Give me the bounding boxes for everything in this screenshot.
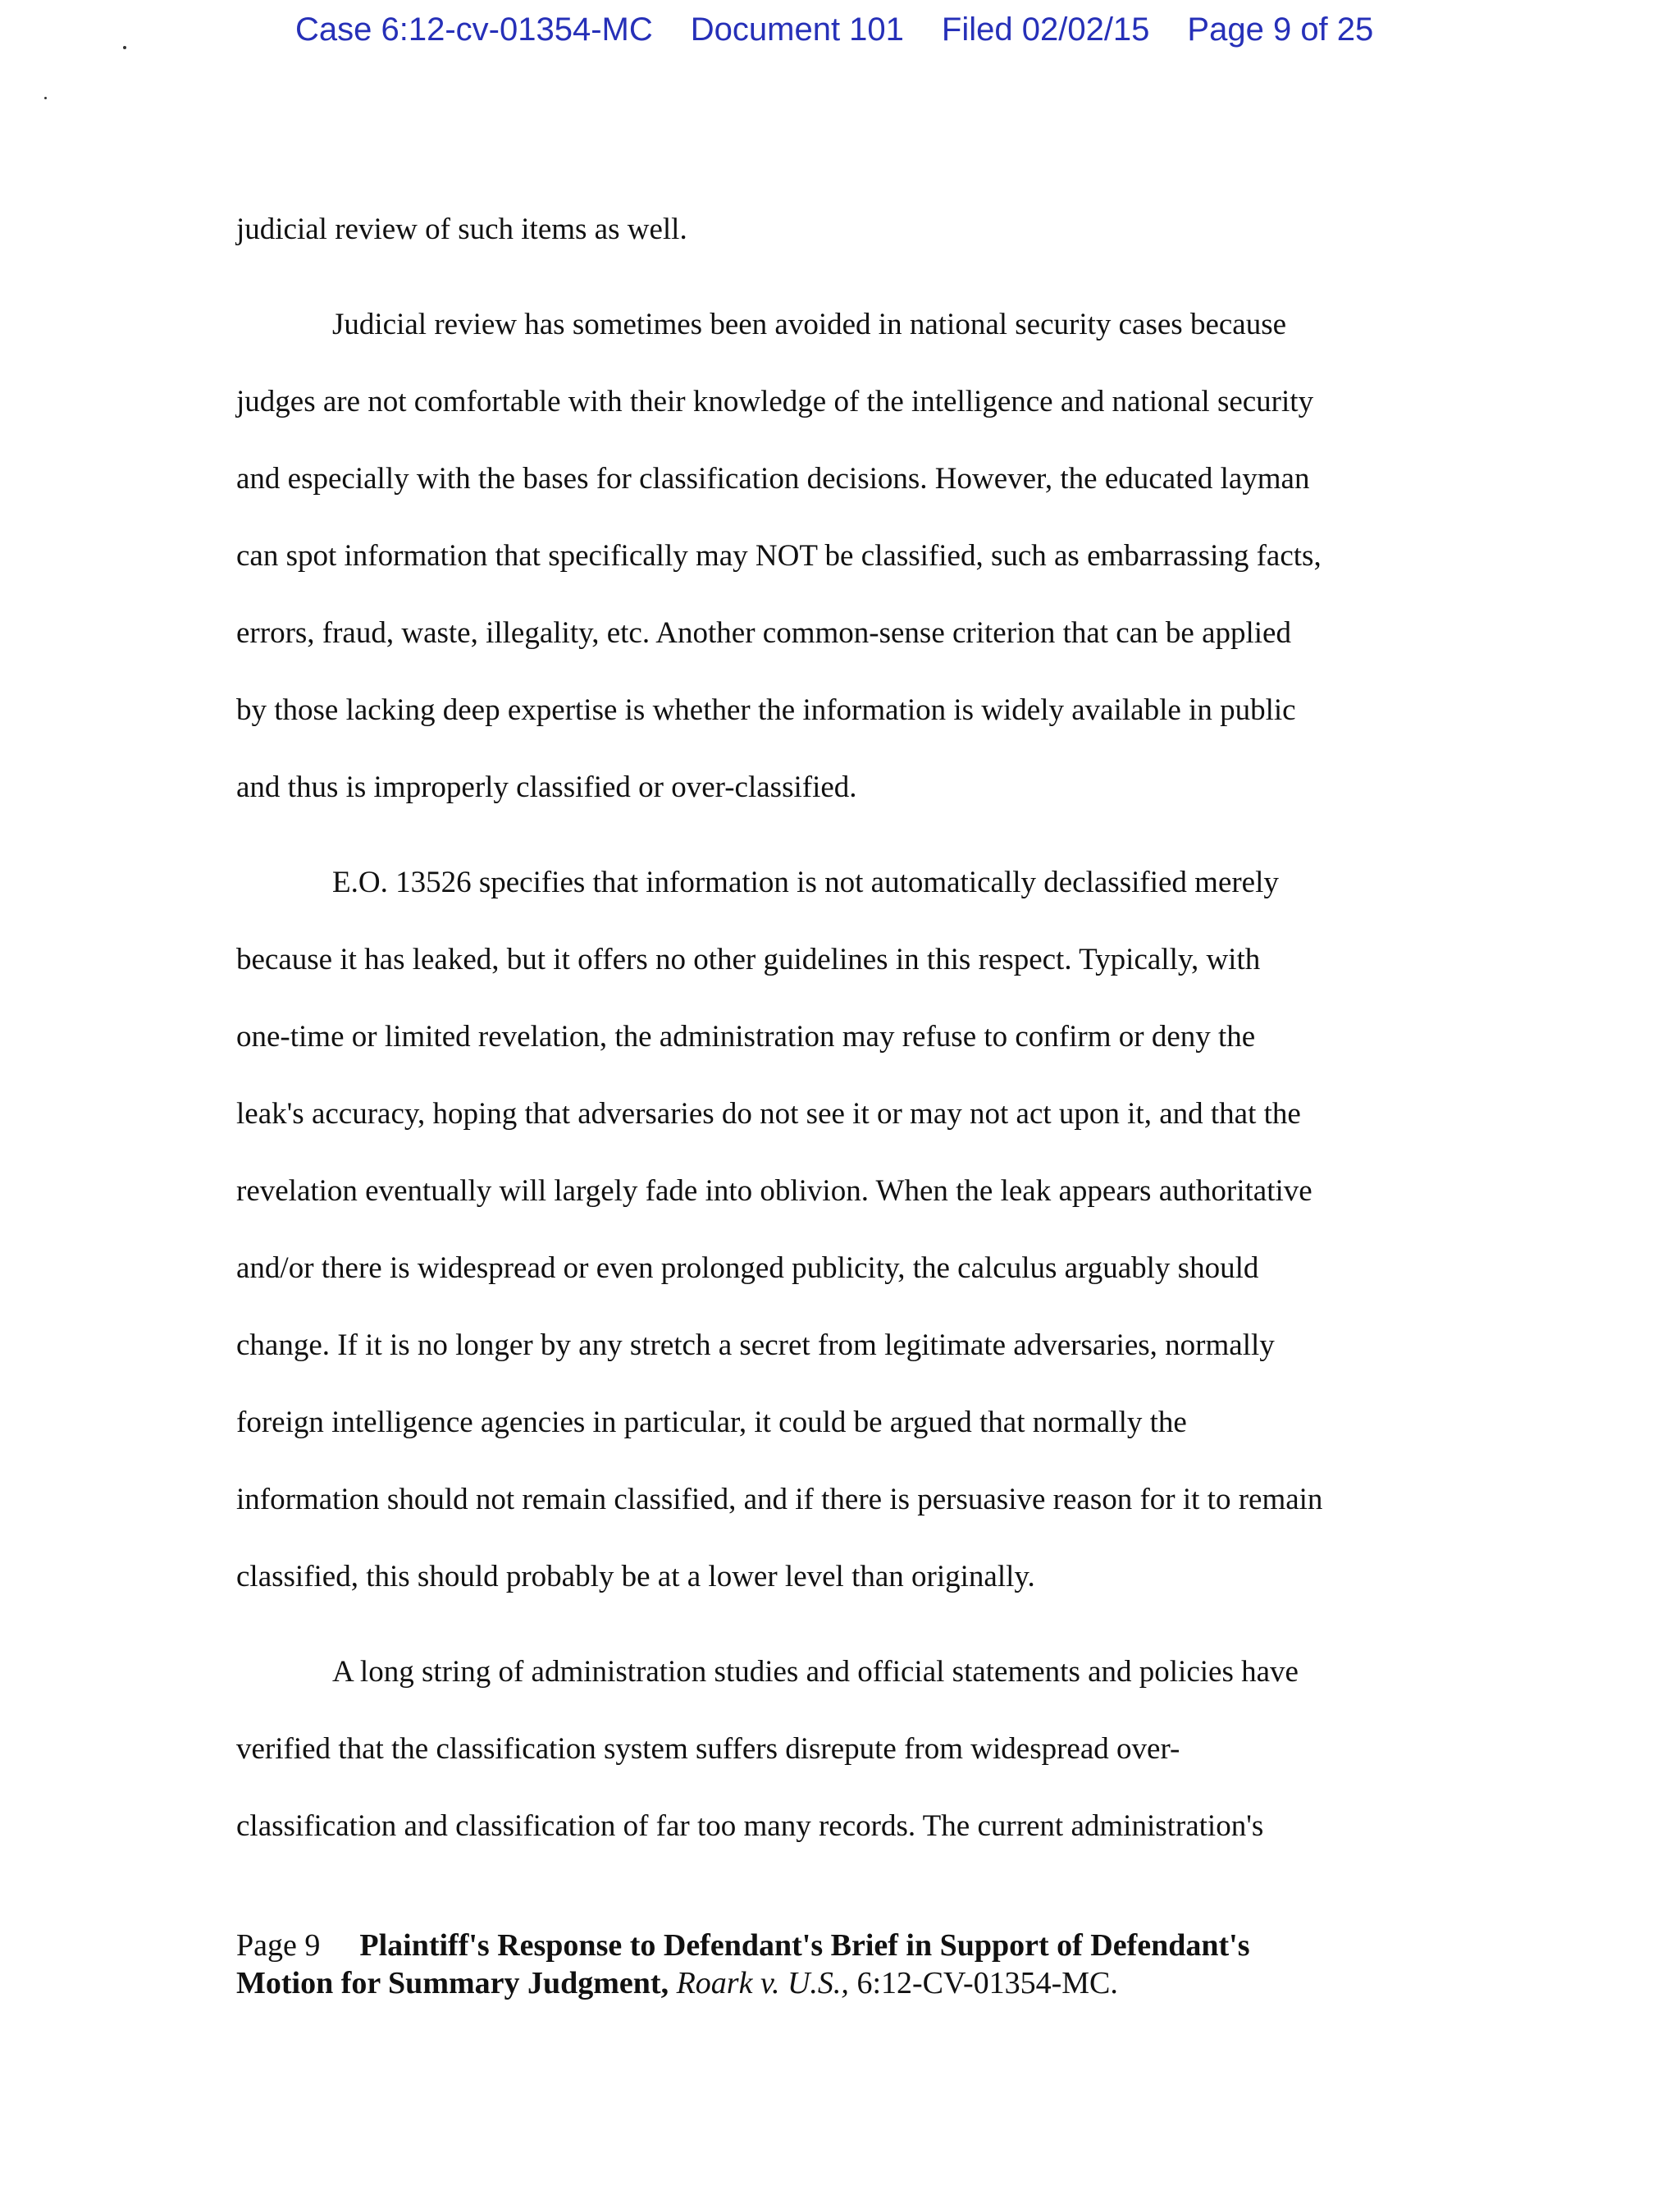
footer-page-label: Page 9 [236, 1928, 321, 1963]
text-line: errors, fraud, waste, illegality, etc. Another common-sense criterion that can be applied [236, 616, 1291, 650]
text-line: can spot information that specifically may NOT be classified, such as embarrassing facts, [236, 539, 1322, 573]
footer-title: Plaintiff's Response to Defendant's Brief in Support of Defendant's [359, 1928, 1250, 1963]
scan-speck [123, 46, 126, 49]
footer-case-number: 6:12-CV-01354-MC. [856, 1966, 1118, 2000]
case-header [295, 11, 1444, 48]
paragraph-start-line [236, 844, 1450, 921]
text-line: Judicial review has sometimes been avoided in national security cases because [332, 308, 1287, 341]
filed-date: Filed 02/02/15 [941, 11, 1150, 48]
text-line: and especially with the bases for classification decisions. However, the educated layman [236, 462, 1310, 496]
footer-title-cont: Motion for Summary Judgment, [236, 1966, 669, 2000]
footer-case-name: Roark v. U.S., [676, 1966, 849, 2000]
text-line: A long string of administration studies and official statements and policies have [332, 1655, 1299, 1689]
text-line: classified, this should probably be at a lower level than originally. [236, 1560, 1035, 1593]
case-number: Case 6:12-cv-01354-MC [295, 11, 653, 48]
text-line: and/or there is widespread or even prolonged publicity, the calculus arguably should [236, 1251, 1259, 1285]
text-line: information should not remain classified, and if there is persuasive reason for it to remain [236, 1483, 1323, 1516]
text-line: revelation eventually will largely fade into oblivion. When the leak appears authoritative [236, 1174, 1312, 1208]
footer-line-1 [236, 1927, 1467, 1964]
page-count: Page 9 of 25 [1187, 11, 1374, 48]
paragraph-start-line [236, 1634, 1450, 1711]
text-line: judicial review of such items as well. [236, 213, 687, 246]
text-line: one-time or limited revelation, the administration may refuse to confirm or deny the [236, 1020, 1256, 1054]
text-line: verified that the classification system suffers disrepute from widespread over- [236, 1732, 1180, 1766]
text-line: because it has leaked, but it offers no other guidelines in this respect. Typically, with [236, 943, 1261, 976]
page-footer [236, 1927, 1467, 2002]
paragraph-start-line [236, 286, 1450, 363]
text-line: judges are not comfortable with their knowledge of the intelligence and national security [236, 385, 1314, 418]
text-line: E.O. 13526 specifies that information is not automatically declassified merely [332, 866, 1279, 899]
text-line: leak's accuracy, hoping that adversaries do not see it or may not act upon it, and that the [236, 1097, 1301, 1131]
footer-line-2 [236, 1964, 1467, 2002]
text-line: classification and classification of far too many records. The current administration's [236, 1809, 1264, 1843]
text-line: by those lacking deep expertise is whether the information is widely available in public [236, 693, 1296, 727]
text-line: and thus is improperly classified or over-classified. [236, 770, 857, 804]
scan-speck [44, 97, 47, 99]
text-line: change. If it is no longer by any stretch a secret from legitimate adversaries, normally [236, 1328, 1275, 1362]
document-number: Document 101 [690, 11, 904, 48]
text-line: foreign intelligence agencies in particular, it could be argued that normally the [236, 1406, 1187, 1439]
document-body [236, 191, 1450, 1865]
